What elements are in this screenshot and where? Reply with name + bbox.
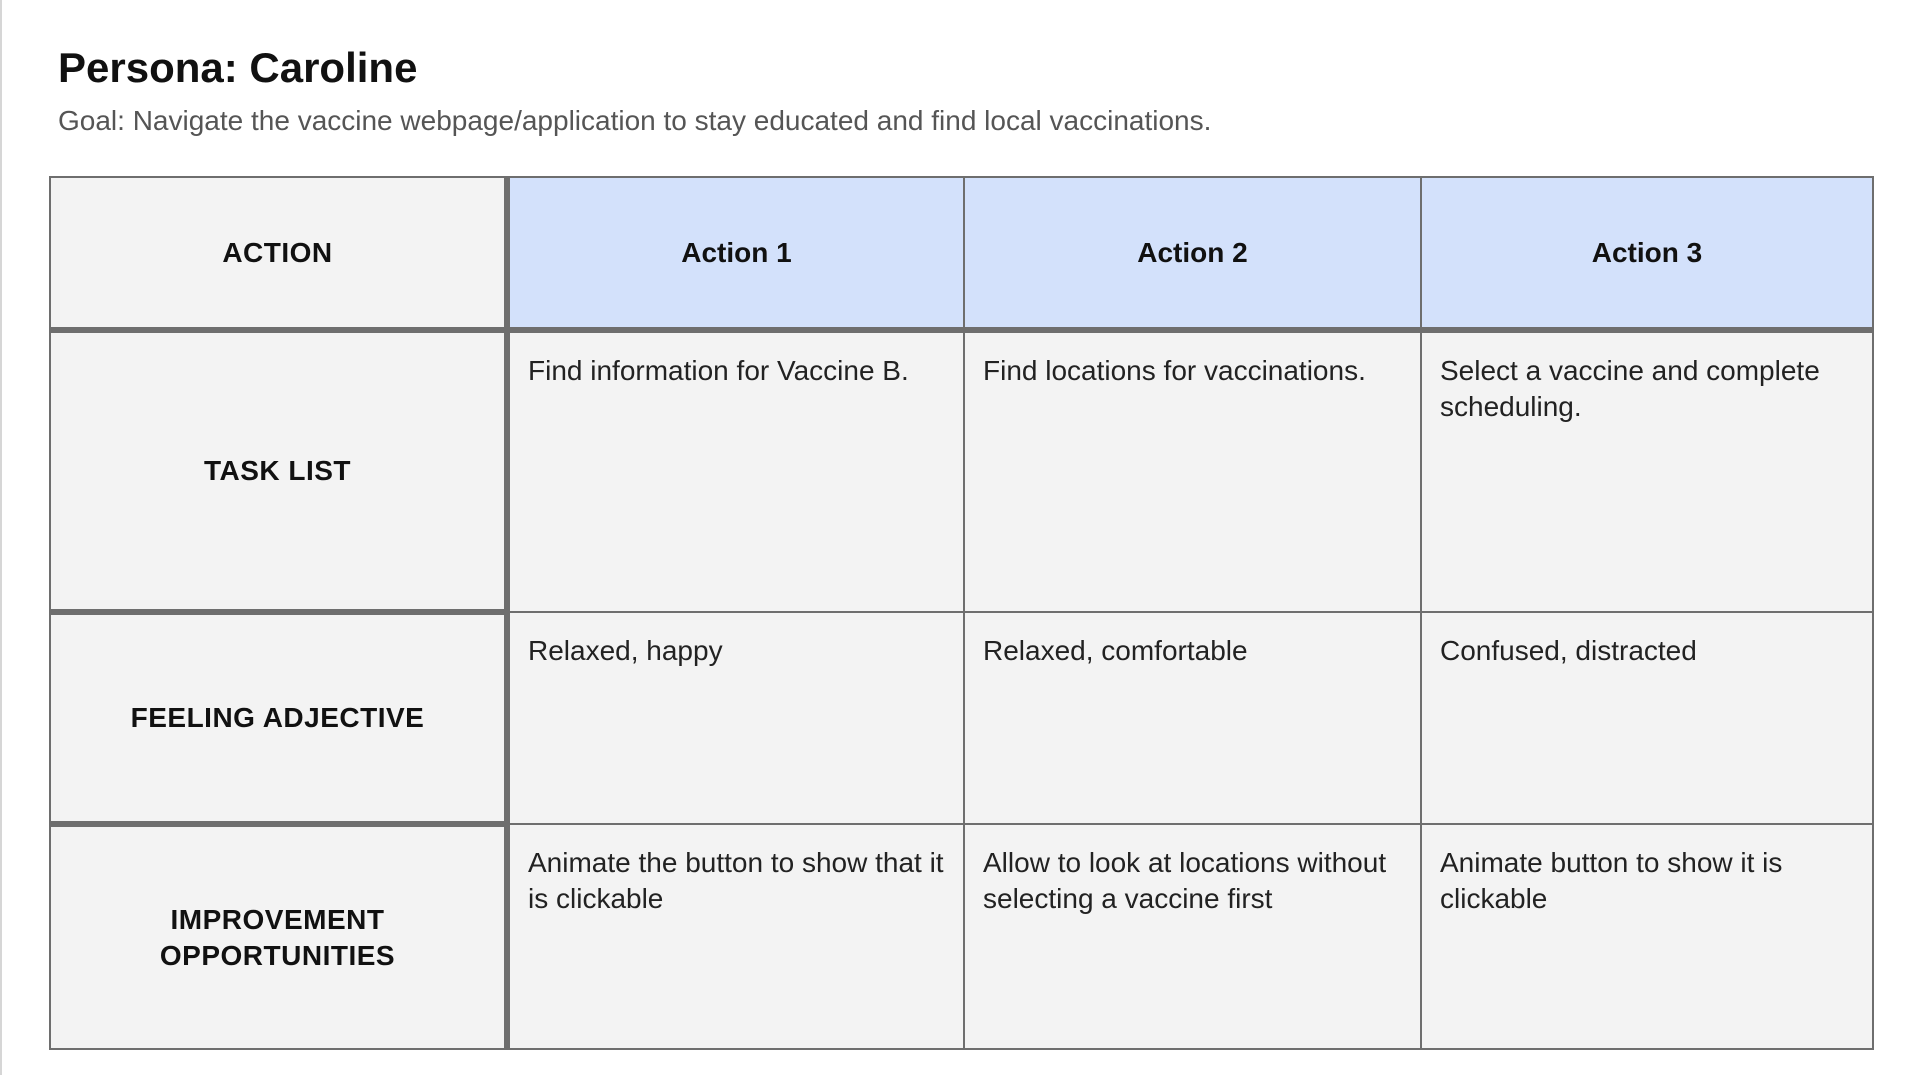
column-header-action-2: Action 2 bbox=[964, 177, 1421, 330]
corner-label-action: ACTION bbox=[50, 177, 507, 330]
table-cell: Select a vaccine and complete scheduling. bbox=[1421, 330, 1873, 612]
table-row-feeling-adjective bbox=[50, 612, 1873, 824]
page-title: Persona: Caroline bbox=[58, 44, 418, 91]
table-row-improvement-opportunities bbox=[50, 824, 1873, 1049]
page-goal: Goal: Navigate the vaccine webpage/application to stay educated and find local vaccinations. bbox=[58, 105, 1212, 136]
table-cell: Find locations for vaccinations. bbox=[964, 330, 1421, 612]
row-label-feeling-adjective: FEELING ADJECTIVE bbox=[50, 612, 507, 824]
table-cell: Find information for Vaccine B. bbox=[507, 330, 964, 612]
journey-map-table bbox=[49, 176, 1874, 1050]
table-cell: Animate the button to show that it is clickable bbox=[507, 824, 964, 1049]
page-left-rule bbox=[0, 0, 2, 1075]
table-cell: Relaxed, comfortable bbox=[964, 612, 1421, 824]
table-cell: Animate button to show it is clickable bbox=[1421, 824, 1873, 1049]
table-cell: Confused, distracted bbox=[1421, 612, 1873, 824]
row-label-improvement-opportunities: IMPROVEMENT OPPORTUNITIES bbox=[50, 824, 507, 1049]
table-cell: Allow to look at locations without selecting a vaccine first bbox=[964, 824, 1421, 1049]
column-header-action-1: Action 1 bbox=[507, 177, 964, 330]
table-row-task-list bbox=[50, 330, 1873, 612]
table-cell: Relaxed, happy bbox=[507, 612, 964, 824]
column-header-action-3: Action 3 bbox=[1421, 177, 1873, 330]
row-label-task-list: TASK LIST bbox=[50, 330, 507, 612]
header-row bbox=[50, 177, 1873, 330]
